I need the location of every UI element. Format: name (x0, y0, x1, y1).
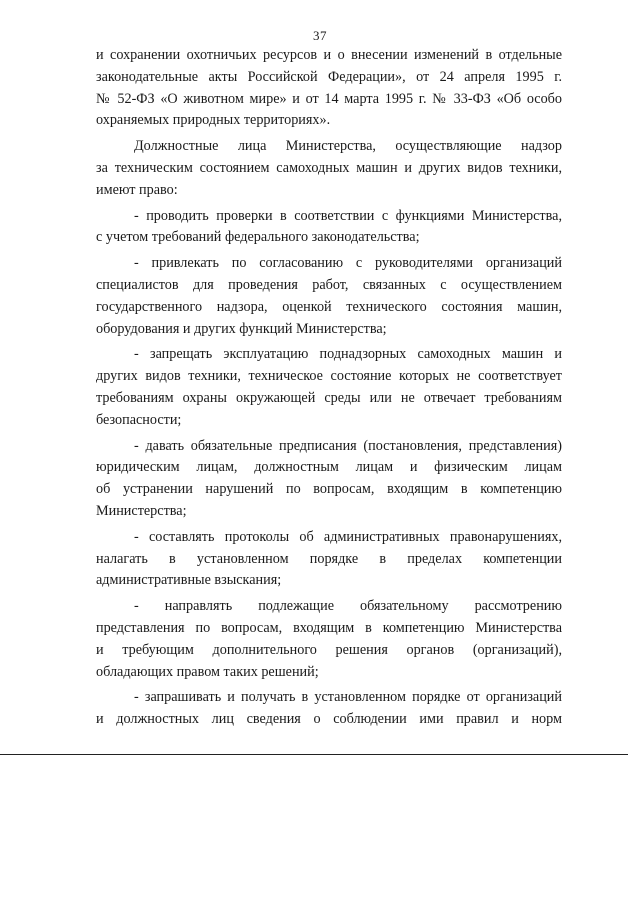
text-line: налагать в установленном порядке в пределах компетенции (96, 550, 562, 567)
text-line: законодательные акты Российской Федерации», от 24 апреля 1995 г. (96, 68, 562, 85)
text-line: с учетом требований федерального законодательства; (96, 229, 420, 246)
paragraph-first-line: - направлять подлежащие обязательному рассмотрению (134, 598, 562, 615)
paragraph-first-line: - запрещать эксплуатацию поднадзорных самоходных машин и (134, 346, 562, 363)
page-number: 37 (313, 28, 327, 43)
body-text (96, 45, 562, 731)
text-line: и должностных лиц сведения о соблюдении ими правил и норм (96, 711, 562, 728)
text-line: представления по вопросам, входящим в компетенцию Министерства (96, 619, 562, 636)
text-line: и требующим дополнительного решения органов (организаций), (96, 641, 562, 658)
paragraph-first-line: - давать обязательные предписания (постановления, представления) (134, 437, 562, 454)
text-line: имеют право: (96, 181, 178, 198)
text-line: и сохранении охотничьих ресурсов и о внесении изменений в отдельные (96, 47, 562, 63)
text-line: юридическим лицам, должностным лицам и физическим лицам (96, 459, 562, 476)
paragraph-first-line: - проводить проверки в соответствии с функциями Министерства, (134, 207, 562, 224)
text-line: об устранении нарушений по вопросам, входящим в компетенцию (96, 481, 562, 498)
paragraph-first-line: - привлекать по согласованию с руководителями организаций (134, 255, 562, 272)
page-bottom-rule (0, 754, 628, 755)
text-line: оборудования и других функций Министерства; (96, 320, 387, 337)
text-line: административные взыскания; (96, 572, 282, 589)
text-line: специалистов для проведения работ, связанных с осуществлением (96, 276, 562, 293)
text-line: охраняемых природных территориях». (96, 112, 331, 129)
text-line: других видов техники, техническое состояние которых не соответствует (96, 368, 562, 385)
text-line: государственного надзора, оценкой технического состояния машин, (96, 298, 562, 315)
paragraph-first-line: - запрашивать и получать в установленном порядке от организаций (134, 689, 562, 706)
text-line: безопасности; (96, 411, 182, 428)
text-line: требованиям охраны окружающей среды или не отвечает требованиям (96, 389, 562, 406)
paragraph-first-line: Должностные лица Министерства, осуществляющие надзор (134, 138, 562, 155)
text-line: № 52-ФЗ «О животном мире» и от 14 марта 1995 г. № 33-ФЗ «Об особо (96, 90, 562, 107)
text-line: обладающих правом таких решений; (96, 663, 319, 680)
text-line: Министерства; (96, 502, 187, 519)
paragraph-first-line: - составлять протоколы об административных правонарушениях, (134, 528, 562, 545)
text-line: за техническим состоянием самоходных машин и других видов техники, (96, 159, 562, 176)
